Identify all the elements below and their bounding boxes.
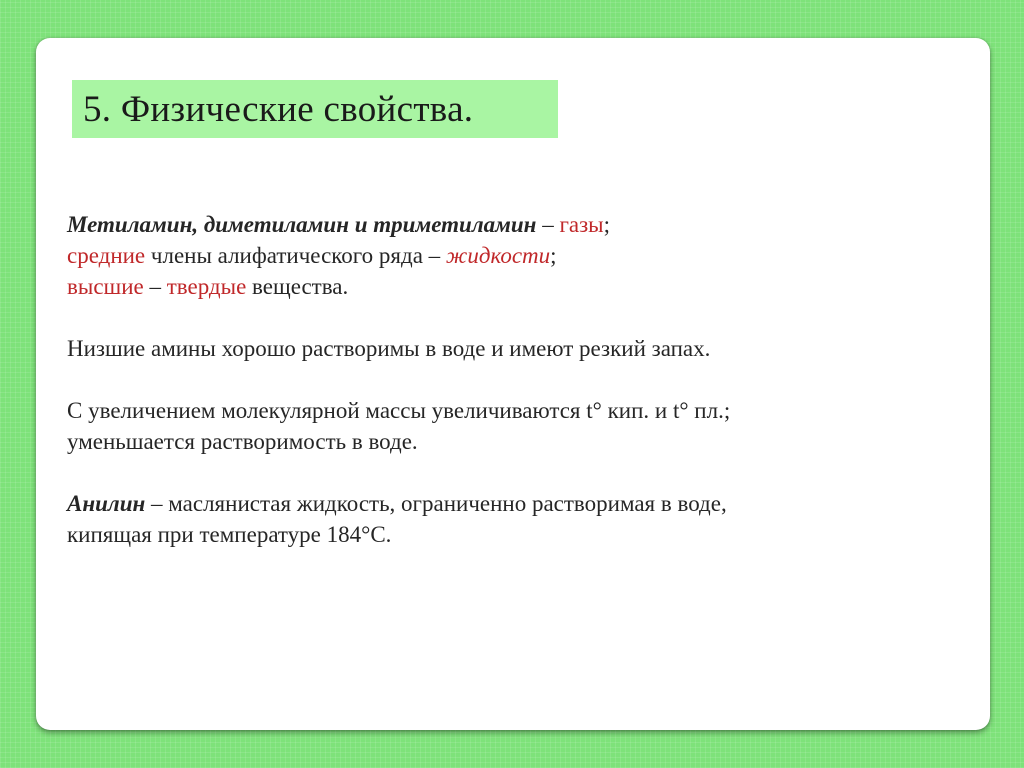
line-solids — [67, 271, 947, 302]
higher-term: высшие — [67, 274, 144, 299]
paragraph-states — [67, 209, 947, 302]
semicolon-text: ; — [603, 212, 611, 237]
paragraph-molar-mass — [67, 395, 947, 457]
middle-text: члены алифатического ряда – — [145, 243, 446, 268]
molar-mass-line-1: С увеличением молекулярной массы увеличиваются t° кип. и t° пл.; — [67, 398, 731, 423]
semicolon-text: ; — [550, 243, 557, 268]
line-gases — [67, 209, 947, 240]
middle-term: средние — [67, 243, 146, 268]
substances-text: вещества. — [246, 274, 349, 299]
solubility-text: Низшие амины хорошо растворимы в воде и имеют резкий запах. — [67, 336, 711, 361]
slide-card — [36, 38, 990, 730]
paragraph-aniline — [67, 488, 947, 550]
title-box — [72, 80, 558, 138]
aniline-description: – маслянистая жидкость, ограниченно растворимая в воде, — [145, 491, 727, 516]
liquids-term: жидкости — [445, 243, 551, 268]
dash-text: – — [143, 274, 167, 299]
amines-term: Метиламин, диметиламин и триметиламин — [67, 212, 537, 237]
dash-text: – — [536, 212, 560, 237]
aniline-line-2: кипящая при температуре 184°С. — [67, 522, 392, 547]
aniline-line-1 — [67, 488, 947, 519]
slide-body — [67, 209, 947, 581]
paragraph-solubility — [67, 333, 947, 364]
line-liquids — [67, 240, 947, 271]
aniline-term: Анилин — [67, 491, 146, 516]
molar-mass-line-2: уменьшается растворимость в воде. — [67, 429, 418, 454]
slide-title: 5. Физические свойства. — [83, 88, 474, 130]
solid-term: твердые — [166, 274, 247, 299]
gases-term: газы — [559, 212, 604, 237]
